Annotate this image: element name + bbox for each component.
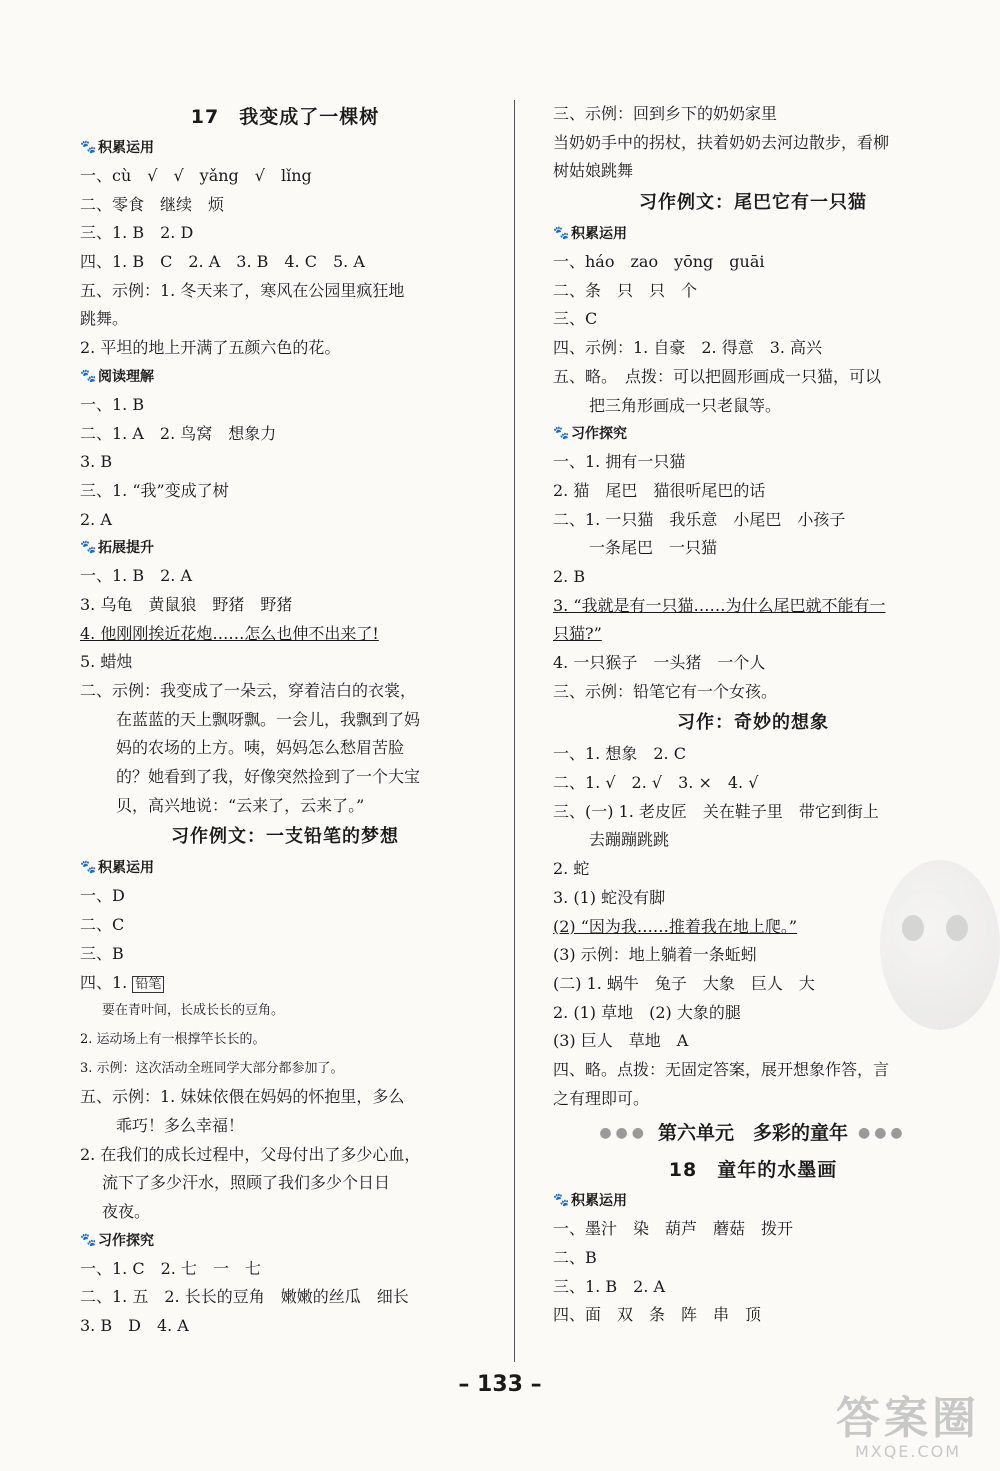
- answer-line: 2. A: [80, 509, 112, 529]
- paw-icon: 🐾: [553, 226, 570, 242]
- answer-line: 3. “我就是有一只猫……为什么尾巴就不能有一: [553, 595, 886, 615]
- answer-line: 一、D: [80, 886, 125, 906]
- answer-line: 五、略。 点拨：可以把圆形画成一只猫，可以: [553, 366, 882, 386]
- paw-icon: 🐾: [80, 140, 97, 155]
- boxed-word: 铅笔: [132, 976, 164, 993]
- answer-line: 流下了多少汗水，照顾了我们多少个日日: [102, 1173, 391, 1193]
- answer-line: 2. 在我们的成长过程中，父母付出了多少心血，: [80, 1144, 421, 1164]
- answer-line: 三、1. “我”变成了树: [80, 480, 229, 500]
- paw-icon: 🐾: [80, 540, 97, 556]
- answer-line: 一、1. B 2. A: [80, 566, 193, 586]
- answer-line: 3. 乌龟 黄鼠狼 野猪 野猪: [80, 594, 293, 614]
- watermark-logo: 答案圈 MXQE.COM: [836, 1393, 980, 1461]
- unit-banner: [553, 1113, 953, 1153]
- answer-line: 一条尾巴 一只猫: [589, 538, 718, 558]
- section-header: 🐾 习作探究: [80, 1227, 490, 1255]
- essay-title: 习作例文：一支铅笔的梦想: [171, 826, 399, 848]
- answer-line: 三、1. B 2. D: [80, 223, 194, 243]
- essay-title: 习作例文：尾巴它有一只猫: [639, 192, 867, 214]
- answer-line: 二、1. A 2. 鸟窝 想象力: [80, 423, 277, 443]
- answer-line: 2. 猫 尾巴 猫很听尾巴的话: [553, 480, 766, 500]
- mascot-illustration: [880, 860, 1000, 1030]
- answer-line: 4. 他刚刚挨近花炮……怎么也伸不出来了!: [80, 623, 379, 643]
- answer-line: 三、示例：回到乡下的奶奶家里: [553, 104, 778, 123]
- decorative-dots: ●●●: [858, 1125, 907, 1142]
- answer-line: 去蹦蹦跳跳: [589, 830, 670, 850]
- answer-line: 二、1. 五 2. 长长的豆角 嫩嫩的丝瓜 细长: [80, 1287, 409, 1307]
- paw-icon: 🐾: [553, 426, 570, 442]
- answer-line: 妈的农场的上方。咦，妈妈怎么愁眉苦脸: [116, 738, 405, 758]
- answer-line: 之有理即可。: [553, 1088, 650, 1108]
- answer-line: (3) 示例：地上躺着一条蚯蚓: [553, 945, 757, 965]
- section-header: 🐾 积累运用: [80, 134, 490, 162]
- paw-icon: 🐾: [80, 368, 97, 384]
- page-number: – 133 –: [458, 1372, 542, 1397]
- paw-icon: 🐾: [80, 860, 97, 876]
- answer-line: 四、面 双 条 阵 串 顶: [553, 1305, 762, 1325]
- answer-line: 二、条 只 只 个: [553, 280, 698, 300]
- answer-line: 的？她看到了我，好像突然捡到了一个大宝: [116, 767, 421, 787]
- answer-line: 一、háo zao yōng guāi: [553, 252, 765, 272]
- answer-line: 三、1. B 2. A: [553, 1276, 666, 1296]
- answer-line: 在蓝蓝的天上飘呀飘。一会儿，我飘到了妈: [116, 709, 421, 729]
- answer-line: 二、零食 继续 烦: [80, 194, 225, 214]
- answer-line: 2. (1) 草地 (2) 大象的腿: [553, 1002, 741, 1022]
- answer-line: 二、1. √ 2. √ 3. × 4. √: [553, 773, 759, 793]
- answer-line: 当奶奶手中的拐杖，扶着奶奶去河边散步，看柳: [553, 132, 890, 152]
- answer-line: 3. B D 4. A: [80, 1316, 189, 1336]
- decorative-dots: ●●●: [599, 1125, 648, 1142]
- answer-line: 二、B: [553, 1248, 597, 1267]
- answer-line: 二、示例：我变成了一朵云，穿着洁白的衣裳，: [80, 681, 417, 700]
- answer-line: 四、略。点拨：无固定答案，展开想象作答，言: [553, 1059, 890, 1079]
- section-header: 🐾 积累运用: [80, 854, 490, 882]
- mascot-eye: [902, 915, 924, 941]
- mascot-eye: [946, 915, 968, 941]
- right-column: [553, 100, 953, 1330]
- answer-line: 夜夜。: [102, 1202, 151, 1221]
- answer-line: (2) “因为我……推着我在地上爬。”: [553, 916, 798, 936]
- answer-line: 2. 蛇: [553, 859, 590, 879]
- section-header: 🐾 阅读理解: [80, 363, 490, 391]
- paw-icon: 🐾: [80, 1232, 97, 1248]
- answer-line: 一、cù √ √ yǎng √ lǐng: [80, 166, 312, 185]
- answer-line: 二、C: [80, 915, 125, 935]
- answer-line: 三、B: [80, 943, 124, 963]
- column-divider: [514, 100, 515, 1362]
- answer-line: 3. B: [80, 452, 113, 472]
- section-header: 🐾 积累运用: [553, 220, 953, 248]
- answer-line: 2. B: [553, 566, 586, 586]
- answer-line: 要在青叶间，长成长长的豆角。: [102, 1003, 285, 1019]
- answer-line: 乖巧！多么幸福！: [116, 1115, 245, 1135]
- answer-line: 3. (1) 蛇没有脚: [553, 887, 666, 907]
- lesson-17-title: 17 我变成了一棵树: [190, 106, 380, 128]
- answer-line: 三、(一) 1. 老皮匠 关在鞋子里 带它到街上: [553, 801, 879, 821]
- answer-line: 四、1. 铅笔: [80, 969, 490, 998]
- answer-line: 2. 运动场上有一根撑竿长长的。: [80, 1031, 266, 1047]
- left-column: [80, 100, 490, 1341]
- answer-line: 三、C: [553, 309, 598, 329]
- answer-line: 一、墨汁 染 葫芦 蘑菇 拨开: [553, 1219, 794, 1239]
- answer-line: 3. 示例：这次活动全班同学大部分都参加了。: [80, 1060, 344, 1076]
- section-header: 🐾 习作探究: [553, 420, 953, 448]
- answer-line: 贝，高兴地说：“云来了，云来了。”: [116, 795, 365, 815]
- answer-line: 四、1. B C 2. A 3. B 4. C 5. A: [80, 252, 365, 272]
- answer-line: 2. 平坦的地上开满了五颜六色的花。: [80, 338, 341, 358]
- lesson-18-title: 18 童年的水墨画: [668, 1159, 838, 1182]
- answer-line: 五、示例：1. 冬天来了，寒风在公园里疯狂地: [80, 280, 405, 300]
- answer-line: 二、1. 一只猫 我乐意 小尾巴 小孩子: [553, 509, 846, 529]
- section-header: 🐾 积累运用: [553, 1187, 953, 1215]
- answer-line: 一、1. 想象 2. C: [553, 744, 686, 764]
- answer-line: (3) 巨人 草地 A: [553, 1031, 689, 1051]
- paw-icon: 🐾: [553, 1193, 570, 1209]
- section-header: 🐾 拓展提升: [80, 534, 490, 562]
- essay-title: 习作：奇妙的想象: [677, 712, 829, 734]
- answer-line: 一、1. B: [80, 394, 145, 414]
- answer-line: 跳舞。: [80, 309, 129, 329]
- answer-line: 树姑娘跳舞: [553, 161, 634, 181]
- answer-line: 五、示例：1. 妹妹依偎在妈妈的怀抱里，多么: [80, 1087, 405, 1107]
- unit-title: 第六单元 多彩的童年: [657, 1122, 848, 1145]
- answer-line: 一、1. C 2. 七 一 七: [80, 1258, 261, 1278]
- answer-line: (二) 1. 蜗牛 兔子 大象 巨人 大: [553, 973, 815, 993]
- answer-line: 只猫?”: [553, 624, 602, 644]
- answer-line: 三、示例：铅笔它有一个女孩。: [553, 681, 778, 701]
- answer-line: 一、1. 拥有一只猫: [553, 452, 686, 472]
- answer-line: 把三角形画成一只老鼠等。: [589, 395, 782, 415]
- answer-line: 四、示例：1. 自豪 2. 得意 3. 高兴: [553, 338, 823, 358]
- answer-line: 4. 一只猴子 一头猪 一个人: [553, 653, 766, 672]
- answer-line: 5. 蜡烛: [80, 652, 133, 672]
